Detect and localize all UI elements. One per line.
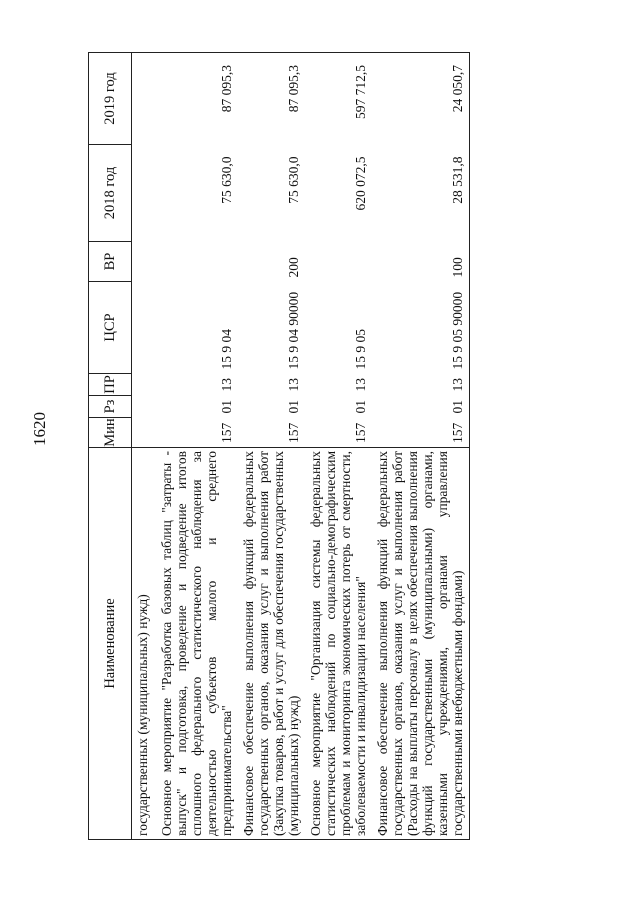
row-2019: 597 712,5 (305, 53, 372, 145)
table-row (372, 53, 470, 840)
row-2019: 87 095,3 (238, 53, 305, 145)
row-2019: 24 050,7 (372, 53, 470, 145)
row-rz: 01 (372, 396, 470, 418)
row-rz (132, 396, 157, 418)
row-pr (132, 374, 157, 396)
row-csr (132, 282, 157, 374)
table-header-row (89, 53, 132, 840)
row-2019: 87 095,3 (156, 53, 238, 145)
row-min: 157 (353, 422, 368, 443)
row-vr (305, 242, 372, 282)
row-csr: 15 9 05 (353, 329, 368, 370)
row-pr: 13 (219, 378, 234, 392)
header-min: Мин (89, 418, 132, 448)
header-csr: ЦСР (89, 282, 132, 374)
row-2018: 75 630,0 (286, 156, 301, 204)
row-rz: 01 (286, 400, 301, 414)
row-csr: 15 9 04 90000 (286, 291, 301, 370)
row-rz: 01 (219, 400, 234, 414)
table-row (156, 53, 238, 840)
row-vr: 200 (286, 257, 301, 278)
rotated-page-content (88, 53, 633, 840)
row-rz: 01 (353, 400, 368, 414)
row-pr: 13 (286, 378, 301, 392)
table-row (132, 53, 157, 840)
row-2019 (132, 53, 157, 145)
row-name: государственных (муниципальных) нужд) (132, 448, 157, 840)
budget-table (88, 52, 470, 840)
row-name: Финансовое обеспечение выполнения функций федеральных государственных органов, оказания услуг и выполнения работ (Закупка товаров, работ и услуг для обеспечения государственных (муниципальных) нужд) (238, 448, 305, 840)
row-name: Основное мероприятие "Разработка базовых таблиц "затраты - выпуск" и подготовка, проведение и подведение итогов сплошного федерального статистического наблюдения за деятельностью субъектов малого и среднего предпринимательства" (156, 448, 238, 840)
row-2018: 28 531,8 (372, 145, 470, 242)
header-2019: 2019 год (89, 53, 132, 145)
row-name: Основное мероприятие "Организация системы федеральных статистических наблюдений по социально-демографическим проблемам и мониторинга экономических потерь от смертности, заболеваемости и инвалидизации населения" (305, 448, 372, 840)
page-number: 1620 (30, 412, 49, 446)
row-pr: 13 (353, 378, 368, 392)
row-csr: 15 9 05 90000 (372, 282, 470, 374)
row-min: 157 (219, 422, 234, 443)
header-pr: ПР (89, 374, 132, 396)
row-2018 (132, 145, 157, 242)
header-name: Наименование (89, 448, 132, 840)
header-rz: Рз (89, 396, 132, 418)
row-csr: 15 9 04 (219, 329, 234, 370)
row-2018: 75 630,0 (219, 156, 234, 204)
row-name: Финансовое обеспечение выполнения функций федеральных государственных органов, оказания услуг и выполнения работ (Расходы на выплаты персоналу в целях обеспечения выполнения функций государственными (муниципальными) органами, казенными учреждениями, органами управления государственными внебюджетными фондами) (372, 448, 470, 840)
row-min: 157 (286, 422, 301, 443)
row-pr: 13 (372, 374, 470, 396)
row-vr (156, 242, 238, 282)
row-vr (132, 242, 157, 282)
row-2018: 620 072,5 (353, 156, 368, 211)
table-row (238, 53, 305, 840)
row-min (132, 418, 157, 448)
row-min: 157 (372, 418, 470, 448)
header-vr: ВР (89, 242, 132, 282)
table-row (305, 53, 372, 840)
row-vr: 100 (372, 242, 470, 282)
header-2018: 2018 год (89, 145, 132, 242)
